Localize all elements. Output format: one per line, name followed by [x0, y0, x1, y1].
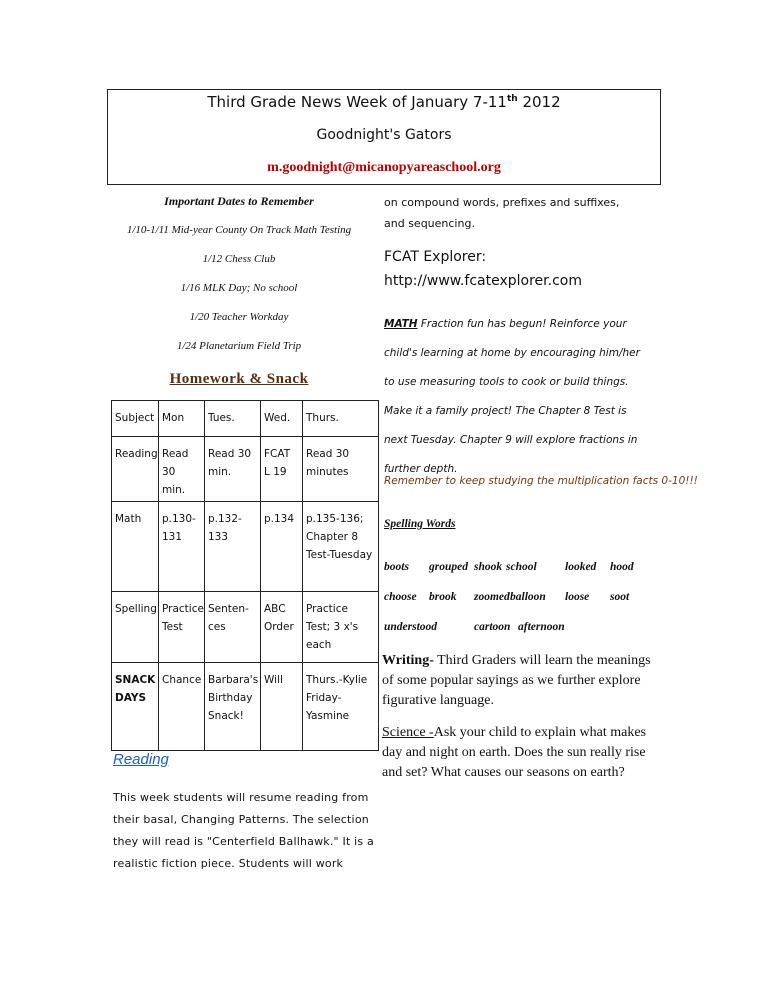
multiplication-reminder: Remember to keep studying the multiplication facts 0-10!!! [384, 475, 698, 487]
reading-continued-line: on compound words, prefixes and suffixes, [384, 196, 620, 209]
table-row [112, 663, 379, 751]
header-cell: Subject [112, 401, 159, 437]
spelling-word: boots [384, 561, 409, 573]
reading-heading: Reading [113, 751, 169, 768]
table-cell: Spelling [112, 592, 159, 663]
spelling-word: loose [565, 591, 590, 603]
spelling-word: looked [565, 561, 597, 573]
table-cell: p.134 [261, 502, 303, 592]
homework-heading: Homework & Snack [169, 371, 309, 387]
table-cell: FCAT L 19 [261, 437, 303, 502]
math-label: MATH [384, 318, 418, 330]
table-cell: Read 30 min. [159, 437, 205, 502]
title-superscript: th [506, 94, 518, 104]
math-section [384, 310, 646, 484]
writing-label: Writing- [382, 653, 434, 668]
spelling-word: afternoon [518, 621, 565, 633]
homework-table [111, 400, 379, 751]
spelling-word: cartoon [474, 621, 511, 633]
fcat-link[interactable]: http://www.fcatexplorer.com [384, 273, 582, 289]
table-cell: Practice Test; 3 x's each [303, 592, 379, 663]
math-text: Fraction fun has begun! Reinforce your child's learning at home by encouraging him/her to use measuring tools to cook or build things. Make it a family project! The Chapter 8 Test is next Tuesday. Chapter 9 will explore fractions in further depth. [384, 318, 640, 475]
table-row [112, 437, 379, 502]
date-item: 1/12 Chess Club [202, 253, 276, 265]
table-cell: Barbara's Birthday Snack! [205, 663, 261, 751]
table-cell: p.132-133 [205, 502, 261, 592]
reading-text: This week students will resume reading from their basal, Changing Patterns. The selection they will read is "Centerfield Ballhawk." It is a realistic fiction piece. Students will work [113, 791, 374, 870]
header-cell: Thurs. [303, 401, 379, 437]
writing-text: Third Graders will learn the meanings of some popular sayings as we further explore figurative language. [382, 653, 651, 708]
spelling-word: soot [610, 591, 630, 603]
table-cell: Read 30 min. [205, 437, 261, 502]
table-cell: Senten-ces [205, 592, 261, 663]
table-cell: Will [261, 663, 303, 751]
table-cell: Math [112, 502, 159, 592]
table-cell: ABC Order [261, 592, 303, 663]
table-header-row [112, 401, 379, 437]
table-cell: Thurs.-Kylie Friday-Yasmine [303, 663, 379, 751]
header-cell: Mon [159, 401, 205, 437]
header-cell: Wed. [261, 401, 303, 437]
email-link[interactable]: m.goodnight@micanopyareaschool.org [267, 160, 501, 175]
date-item: 1/24 Planetarium Field Trip [176, 340, 302, 352]
spelling-word: understood [384, 621, 438, 633]
table-cell: Reading [112, 437, 159, 502]
spelling-word: hood [610, 561, 634, 573]
science-text: Ask your child to explain what makes day and night on earth. Does the sun really rise and set? What causes our seasons on earth? [382, 725, 646, 780]
table-row [112, 592, 379, 663]
spelling-heading: Spelling Words [384, 518, 456, 530]
table-cell: Chance [159, 663, 205, 751]
table-cell: Read 30 minutes [303, 437, 379, 502]
writing-section [382, 651, 662, 711]
spelling-word: zoomed [474, 591, 510, 603]
header-box [107, 89, 661, 185]
table-cell: p.130-131 [159, 502, 205, 592]
title-text: Third Grade News Week of January 7-11 [207, 93, 507, 111]
newsletter-title [108, 93, 660, 111]
reading-continued-line: and sequencing. [384, 217, 475, 230]
table-cell: Practice Test [159, 592, 205, 663]
date-item: 1/20 Teacher Workday [189, 311, 289, 323]
date-item: 1/10-1/11 Mid-year County On Track Math Testing [126, 224, 352, 236]
title-year: 2012 [517, 93, 561, 111]
spelling-word: balloon [510, 591, 546, 603]
spelling-word: choose [384, 591, 417, 603]
table-cell: p.135-136; Chapter 8 Test-Tuesday [303, 502, 379, 592]
date-item: 1/16 MLK Day; No school [180, 282, 298, 294]
table-cell: SNACK DAYS [112, 663, 159, 751]
science-label: Science - [382, 725, 434, 740]
spelling-word: grouped [429, 561, 468, 573]
dates-heading: Important Dates to Remember [164, 194, 314, 208]
spelling-word: shook [474, 561, 503, 573]
spelling-word: school [506, 561, 537, 573]
table-row [112, 502, 379, 592]
fcat-label: FCAT Explorer: [384, 249, 487, 265]
science-section [382, 723, 662, 783]
header-cell: Tues. [205, 401, 261, 437]
class-name: Goodnight's Gators [316, 127, 452, 143]
spelling-word: brook [429, 591, 457, 603]
